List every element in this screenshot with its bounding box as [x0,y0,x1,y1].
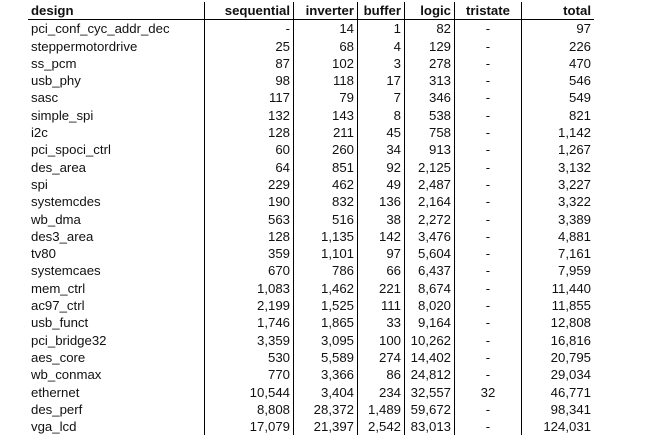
cell-logic: 9,164 [405,314,455,331]
cell-sequential: - [205,20,294,38]
cell-inverter: 68 [294,38,358,55]
cell-design: mem_ctrl [31,280,86,296]
cell-sequential: 17,079 [205,418,294,435]
cell-tristate: 32 [455,384,522,401]
cell-buffer: 7 [358,89,405,106]
table-row [28,349,594,366]
cell-design: des3_area [31,228,94,244]
cell-logic: 82 [405,20,455,38]
cell-buffer: 1,489 [358,401,405,418]
cell-total: 7,161 [522,245,595,262]
cell-inverter: 1,462 [294,280,358,297]
cell-logic: 346 [405,89,455,106]
cell-inverter: 260 [294,141,358,158]
cell-inverter: 516 [294,211,358,228]
cell-design: vga_lcd [31,419,77,435]
cell-buffer: 1 [358,20,405,38]
cell-design: i2c [31,125,48,141]
cell-inverter: 28,372 [294,401,358,418]
cell-total: 3,227 [522,176,595,193]
cell-buffer: 97 [358,245,405,262]
table-row [28,141,594,158]
table-row [28,262,594,279]
table-row [28,366,594,383]
cell-total: 124,031 [522,418,595,435]
cell-total: 821 [522,107,595,124]
cell-logic: 24,812 [405,366,455,383]
cell-inverter: 851 [294,159,358,176]
cell-logic: 313 [405,72,455,89]
cell-total: 46,771 [522,384,595,401]
cell-inverter: 211 [294,124,358,141]
cell-inverter: 462 [294,176,358,193]
table-row [28,193,594,210]
header-sequential: sequential [205,2,294,20]
cell-tristate: - [455,176,522,193]
cell-logic: 5,604 [405,245,455,262]
cell-sequential: 117 [205,89,294,106]
cell-inverter: 143 [294,107,358,124]
table-row [28,280,594,297]
cell-total: 12,808 [522,314,595,331]
cell-logic: 3,476 [405,228,455,245]
cell-tristate: - [455,366,522,383]
cell-sequential: 530 [205,349,294,366]
cell-design: usb_phy [31,73,81,89]
cell-tristate: - [455,228,522,245]
cell-tristate: - [455,72,522,89]
table-row [28,124,594,141]
cell-total: 549 [522,89,595,106]
table-row [28,107,594,124]
cell-tristate: - [455,245,522,262]
cell-design: ethernet [31,384,80,400]
cell-total: 3,322 [522,193,595,210]
cell-logic: 129 [405,38,455,55]
design-statistics-table [28,2,594,435]
cell-buffer: 86 [358,366,405,383]
cell-buffer: 34 [358,141,405,158]
cell-buffer: 221 [358,280,405,297]
cell-design: des_perf [31,401,83,417]
cell-inverter: 5,589 [294,349,358,366]
cell-design: wb_dma [31,211,81,227]
cell-sequential: 128 [205,124,294,141]
cell-tristate: - [455,55,522,72]
cell-logic: 278 [405,55,455,72]
cell-inverter: 14 [294,20,358,38]
cell-tristate: - [455,297,522,314]
cell-design: steppermotordrive [31,38,138,54]
table-row [28,332,594,349]
cell-logic: 2,125 [405,159,455,176]
cell-inverter: 786 [294,262,358,279]
cell-buffer: 38 [358,211,405,228]
header-total: total [522,2,595,20]
cell-tristate: - [455,159,522,176]
cell-sequential: 229 [205,176,294,193]
cell-tristate: - [455,332,522,349]
cell-design: ac97_ctrl [31,298,85,314]
cell-design: sasc [31,90,59,106]
cell-sequential: 1,746 [205,314,294,331]
cell-tristate: - [455,89,522,106]
cell-total: 1,142 [522,124,595,141]
cell-buffer: 234 [358,384,405,401]
cell-total: 11,440 [522,280,595,297]
cell-design: simple_spi [31,107,94,123]
cell-total: 470 [522,55,595,72]
cell-logic: 6,437 [405,262,455,279]
cell-buffer: 49 [358,176,405,193]
cell-buffer: 8 [358,107,405,124]
cell-design: systemcdes [31,194,101,210]
table-header-row [28,2,594,20]
cell-total: 4,881 [522,228,595,245]
cell-buffer: 17 [358,72,405,89]
cell-tristate: - [455,193,522,210]
cell-sequential: 190 [205,193,294,210]
cell-buffer: 142 [358,228,405,245]
header-buffer: buffer [358,2,405,20]
cell-inverter: 79 [294,89,358,106]
cell-logic: 2,272 [405,211,455,228]
cell-sequential: 3,359 [205,332,294,349]
cell-tristate: - [455,124,522,141]
table-row [28,401,594,418]
table-row [28,211,594,228]
cell-inverter: 102 [294,55,358,72]
table-row [28,384,594,401]
cell-logic: 538 [405,107,455,124]
cell-tristate: - [455,401,522,418]
cell-inverter: 118 [294,72,358,89]
cell-sequential: 87 [205,55,294,72]
cell-sequential: 563 [205,211,294,228]
table-row [28,228,594,245]
cell-total: 226 [522,38,595,55]
cell-design: des_area [31,159,86,175]
cell-logic: 758 [405,124,455,141]
header-logic: logic [405,2,455,20]
cell-inverter: 21,397 [294,418,358,435]
cell-total: 20,795 [522,349,595,366]
cell-logic: 32,557 [405,384,455,401]
cell-inverter: 3,366 [294,366,358,383]
cell-logic: 8,020 [405,297,455,314]
cell-buffer: 4 [358,38,405,55]
cell-sequential: 98 [205,72,294,89]
cell-design: pci_bridge32 [31,332,107,348]
cell-design: ss_pcm [31,55,77,71]
cell-inverter: 832 [294,193,358,210]
cell-total: 3,389 [522,211,595,228]
cell-sequential: 132 [205,107,294,124]
header-design: design [31,3,74,18]
cell-design: tv80 [31,246,56,262]
cell-inverter: 1,135 [294,228,358,245]
cell-total: 16,816 [522,332,595,349]
cell-design: pci_conf_cyc_addr_dec [31,21,170,37]
header-tristate: tristate [455,2,522,20]
table-row [28,314,594,331]
cell-logic: 2,487 [405,176,455,193]
cell-total: 3,132 [522,159,595,176]
cell-tristate: - [455,107,522,124]
cell-buffer: 45 [358,124,405,141]
cell-logic: 14,402 [405,349,455,366]
cell-design: wb_conmax [31,367,102,383]
cell-tristate: - [455,280,522,297]
cell-logic: 59,672 [405,401,455,418]
cell-sequential: 60 [205,141,294,158]
table-row [28,89,594,106]
cell-buffer: 274 [358,349,405,366]
cell-sequential: 128 [205,228,294,245]
cell-logic: 913 [405,141,455,158]
cell-logic: 8,674 [405,280,455,297]
cell-total: 11,855 [522,297,595,314]
cell-tristate: - [455,38,522,55]
cell-inverter: 3,404 [294,384,358,401]
cell-buffer: 111 [358,297,405,314]
cell-inverter: 1,101 [294,245,358,262]
table-body [28,20,594,436]
cell-sequential: 10,544 [205,384,294,401]
cell-total: 1,267 [522,141,595,158]
cell-sequential: 670 [205,262,294,279]
table-row [28,72,594,89]
cell-buffer: 66 [358,262,405,279]
cell-design: pci_spoci_ctrl [31,142,111,158]
cell-sequential: 2,199 [205,297,294,314]
cell-logic: 2,164 [405,193,455,210]
cell-tristate: - [455,418,522,435]
cell-design: systemcaes [31,263,101,279]
cell-logic: 83,013 [405,418,455,435]
cell-sequential: 64 [205,159,294,176]
cell-design: spi [31,176,48,192]
table-row [28,245,594,262]
header-inverter: inverter [294,2,358,20]
cell-logic: 10,262 [405,332,455,349]
cell-buffer: 100 [358,332,405,349]
cell-sequential: 1,083 [205,280,294,297]
table-row [28,297,594,314]
cell-sequential: 8,808 [205,401,294,418]
table-row [28,55,594,72]
cell-sequential: 770 [205,366,294,383]
cell-total: 29,034 [522,366,595,383]
cell-tristate: - [455,141,522,158]
cell-buffer: 33 [358,314,405,331]
table-row [28,159,594,176]
cell-tristate: - [455,262,522,279]
cell-buffer: 136 [358,193,405,210]
table-row [28,38,594,55]
cell-tristate: - [455,211,522,228]
cell-sequential: 359 [205,245,294,262]
cell-buffer: 3 [358,55,405,72]
table-row [28,20,594,38]
cell-tristate: - [455,314,522,331]
cell-buffer: 2,542 [358,418,405,435]
cell-design: aes_core [31,349,86,365]
cell-total: 546 [522,72,595,89]
cell-tristate: - [455,349,522,366]
table-row [28,418,594,435]
cell-sequential: 25 [205,38,294,55]
cell-design: usb_funct [31,315,89,331]
cell-total: 98,341 [522,401,595,418]
cell-total: 97 [522,20,595,38]
cell-inverter: 1,525 [294,297,358,314]
cell-tristate: - [455,20,522,38]
table-row [28,176,594,193]
cell-total: 7,959 [522,262,595,279]
cell-inverter: 3,095 [294,332,358,349]
cell-inverter: 1,865 [294,314,358,331]
cell-buffer: 92 [358,159,405,176]
